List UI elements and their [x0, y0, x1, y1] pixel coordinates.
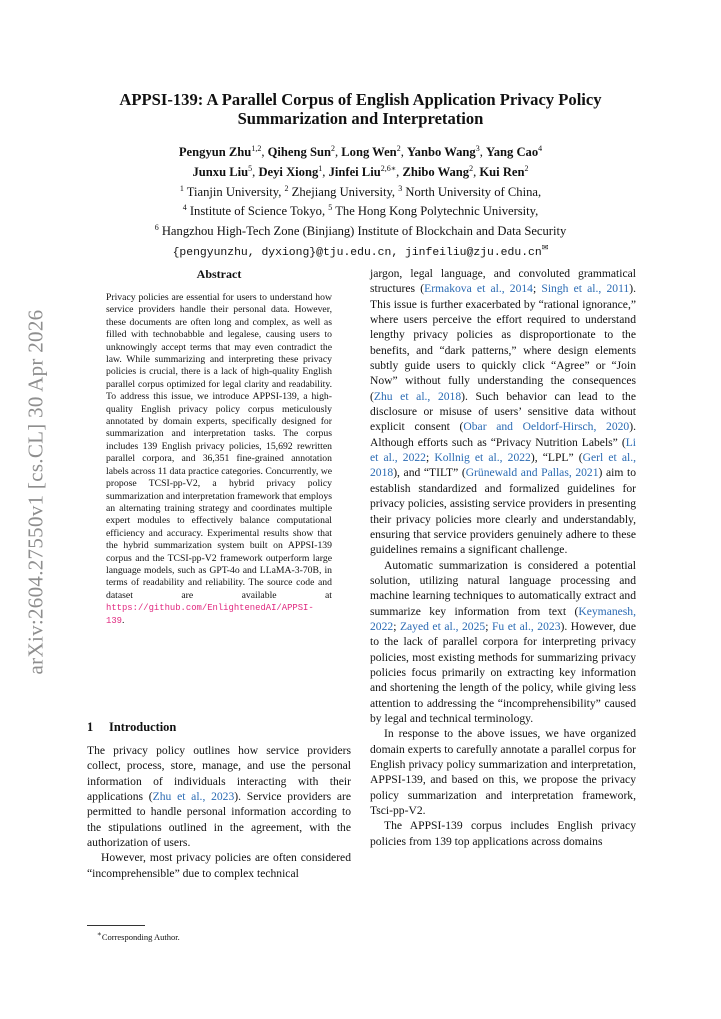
affiliation-name: Institute of Science Tokyo, [186, 204, 329, 219]
dataset-link[interactable]: https://github.com/EnlightenedAI/APPSI-139 [106, 603, 314, 626]
affiliation-line-1 [88, 181, 633, 201]
author-line-2: Junxu Liu$^5$, Deyi Xiong$^1$, Jinfei Liu$^{2,6∗}$, Zhibo Wang$^2$, Kui Ren$^2$ [192, 163, 529, 179]
section-title: Introduction [109, 720, 177, 734]
body-text: ). However, due to the lack of parallel corpora for interpreting privacy policies, most existing methods for summarizing privacy policies focus primarily on extracting key information and shortening the length of the policy, while giving less attention to addressing the “incomprehensibility” caused by legal and technical terminology. [370, 619, 636, 725]
arxiv-watermark [16, 292, 56, 692]
citation-link[interactable]: Li et al., 2022 [370, 435, 636, 465]
author-name: Kui Ren [479, 164, 525, 179]
citation-link[interactable]: Grünewald and Pallas, 2021 [465, 466, 599, 480]
citation-link[interactable]: Gerl et al., 2018 [370, 451, 637, 480]
footnote-text: Corresponding Author. [101, 931, 180, 942]
intro-left-column [87, 743, 351, 881]
affiliation-mark: 3 [398, 183, 403, 193]
author-affiliation-mark: 3 [475, 144, 480, 153]
body-text: The APPSI-139 corpus includes English privacy policies from 139 top applications across domains [370, 819, 636, 848]
abstract-text: Privacy policies are essential for users to understand how service providers handle their personal data. However, these documents are often long and complex, as well as filled with technobabble and legalese, causing users to unknowingly accept terms that may even contradict the law. While summarizing and interpreting these privacy policies is crucial, there is a lack of high-quality English parallel corpus optimized for legal clarity and readability. To address this issue, we introduce APPSI-139, a high-quality English privacy policy corpus meticulously annotated by domain experts, specifically designed for summarization and interpretation tasks. The corpus includes 139 English privacy policies, 15,692 rewritten parallel corpora, and 36,351 fine-grained annotation labels across 11 data practice categories. Concurrently, we propose TCSI-pp-V2, a hybrid privacy policy summarization and interpretation framework that employs an alternating training strategy and coordinates multiple expert modules to effectively balance computational efficiency and accuracy. Experimental results show that the hybrid summarization system built on APPSI-139 corpus and the TCSI-pp-V2 framework outperform large language models, such as GPT-4o and LLaMA-3-70B, in terms of readability and reliability. The source code and dataset are available at [106, 292, 332, 601]
affiliation-name: Hangzhou High-Tech Zone (Binjiang) Institute of Blockchain and Data Security [158, 224, 567, 239]
email-icon: ✉ [541, 242, 549, 252]
affiliation-name: North University of China, [402, 184, 542, 199]
author-affiliation-mark: 2 [330, 144, 335, 153]
body-text: ). Although efforts such as “Privacy Nutrition Labels” ( [370, 420, 636, 449]
body-text: ; [425, 451, 435, 465]
author-line-1: Pengyun Zhu$^{1,2}$, Qiheng Sun$^2$, Long Wen$^2$, Yanbo Wang$^3$, Yang Cao$^4$ [178, 144, 543, 160]
author-affiliation-mark: 2,6∗ [380, 163, 397, 173]
citation-link[interactable]: Obar and Oeldorf-Hirsch, 2020 [463, 420, 630, 434]
body-text: jargon, legal language, and convoluted grammatical structures ( [370, 267, 636, 296]
affiliation-mark: 2 [284, 183, 289, 193]
body-text: ; [393, 619, 400, 633]
author-affiliation-mark: 2 [524, 163, 529, 173]
body-text: ), “LPL” ( [530, 451, 583, 465]
body-text: ; [485, 619, 492, 633]
body-text: In response to the above issues, we have organized domain experts to carefully annotate a parallel corpus for English privacy policy summarization and interpretation, APPSI-139, and based on this, we propose the privacy policy summarization and interpretation framework, Tsci-pp-V2. [370, 727, 636, 818]
author-name: Pengyun Zhu [178, 145, 252, 160]
citation-link[interactable]: Fu et al., 2023 [491, 619, 561, 633]
affiliation-name: Tianjin University, [183, 184, 285, 199]
arxiv-identifier: arXiv:2604.27550v1 [cs.CL] 30 Apr 2026 [23, 309, 48, 675]
affiliation-mark: 6 [154, 223, 159, 233]
citation-link[interactable]: Kollnig et al., 2022 [434, 451, 531, 465]
affiliation-mark: 4 [182, 203, 187, 213]
citation-link[interactable]: Singh et al., 2011 [541, 282, 630, 296]
author-affiliation-mark: 1,2 [251, 144, 262, 153]
right-column [370, 266, 636, 849]
author-block [88, 141, 633, 262]
author-name: Deyi Xiong [258, 164, 319, 179]
citation-link[interactable]: Zhu et al., 2023 [152, 790, 235, 804]
body-text: ), and “TILT” ( [393, 466, 466, 480]
abstract-body: Privacy policies are essential for users to understand how service providers handle their personal data. However, these documents are often long and complex, as well as filled with technobabble and legalese, causing users to unknowingly accept terms that may even contradict the law. While summarizing and interpreting these privacy policies is crucial, there is a lack of high-quality English parallel corpus optimized for legal clarity and readability. To address this issue, we introduce APPSI-139, a high-quality English privacy policy corpus meticulously annotated by domain experts, specifically designed for summarization and interpretation tasks. The corpus includes 139 English privacy policies, 15,692 rewritten parallel corpora, and 36,351 fine-grained annotation labels across 11 data practice categories. Concurrently, we propose TCSI-pp-V2, a hybrid privacy policy summarization and interpretation framework that employs an alternating training strategy and coordinates multiple expert modules to effectively balance computational efficiency and accuracy. Experimental results show that the hybrid summarization system built on APPSI-139 corpus and the TCSI-pp-V2 framework outperform large language models, such as GPT-4o and LLaMA-3-70B, in terms of readability and reliability. The source code and dataset are available at https://github.com/EnlightenedAI/APPSI-139. [106, 292, 332, 626]
author-name: Zhibo Wang [402, 164, 470, 179]
author-name: Yang Cao [486, 145, 539, 160]
author-affiliation-mark: 2 [396, 144, 401, 153]
author-name: Yanbo Wang [406, 145, 476, 160]
footnote-mark: ∗ [97, 930, 102, 938]
intro-paragraph-2: However, most privacy policies are often considered “incomprehensible” due to complex technical [87, 851, 351, 880]
right-paragraph-3 [370, 726, 636, 818]
affiliation-line-2 [88, 200, 633, 220]
author-name: Long Wen [341, 145, 397, 160]
footnote-rule [87, 925, 145, 926]
author-affiliation-mark: 2 [469, 163, 474, 173]
affiliation-mark: 1 [179, 183, 184, 193]
author-affiliation-mark: 5 [248, 163, 253, 173]
paper-title: APPSI-139: A Parallel Corpus of English Application Privacy Policy Summarization and Interpretation [119, 90, 602, 128]
section-heading-introduction [87, 720, 176, 735]
right-paragraph-4 [370, 818, 636, 849]
body-text: ; [532, 282, 542, 296]
author-affiliation-mark: 1 [318, 163, 323, 173]
body-text: ). Such behavior can lead to the disclosure or misuse of users’ sensitive data without explicit consent ( [370, 389, 636, 434]
right-paragraph-1 [370, 266, 636, 558]
right-paragraph-2 [370, 558, 636, 727]
abstract-heading: Abstract [196, 267, 242, 281]
body-text: ) aim to establish standardized and formalized guidelines for privacy policies, assisting service providers in presenting their privacy policies more clearly and understandably, ensuring that service providers genuinely adhere to these guidelines remains a significant challenge. [370, 466, 636, 557]
author-affiliation-mark: 4 [538, 144, 543, 153]
affiliation-line-3 [88, 220, 633, 240]
citation-link[interactable]: Ermakova et al., 2014 [424, 282, 533, 296]
citation-link[interactable]: Zhu et al., 2018 [373, 389, 462, 403]
author-emails: {pengyunzhu, dyxiong}@tju.edu.cn, jinfeiliu@zju.edu.cn [172, 247, 542, 260]
citation-link[interactable]: Zayed et al., 2025 [399, 619, 486, 633]
section-number: 1 [87, 720, 94, 734]
author-name: Jinfei Liu [328, 164, 381, 179]
author-name: Qiheng Sun [267, 145, 331, 160]
footnote [97, 929, 180, 942]
affiliation-mark: 5 [328, 203, 333, 213]
citation-link[interactable]: Keymanesh, 2022 [370, 604, 636, 633]
author-name: Junxu Liu [192, 164, 249, 179]
affiliation-name: Zhejiang University, [288, 184, 399, 199]
intro-paragraph-1: The privacy policy outlines how service providers collect, process, store, manage, and use the personal information of individuals interacting with their applications (Zhu et al., 2023). Service providers are permitted to handle personal information according to the stipulations outlined in the agreement, with the authorization of users. [87, 744, 351, 850]
body-text: ). This issue is further exacerbated by “rational ignorance,” where users perceive the effort required to understand lengthy privacy policies as disproportionate to the benefits, and “dark patterns,” where design elements subtly guide users to quickly click “Agree” or “Join Now” without fully understanding the consequences ( [370, 282, 636, 403]
body-text: Automatic summarization is considered a potential solution, utilizing natural language processing and machine learning techniques to automatically extract and summarize key information from text ( [370, 558, 636, 618]
email-line [88, 240, 633, 262]
affiliation-name: The Hong Kong Polytechnic University, [332, 204, 539, 219]
